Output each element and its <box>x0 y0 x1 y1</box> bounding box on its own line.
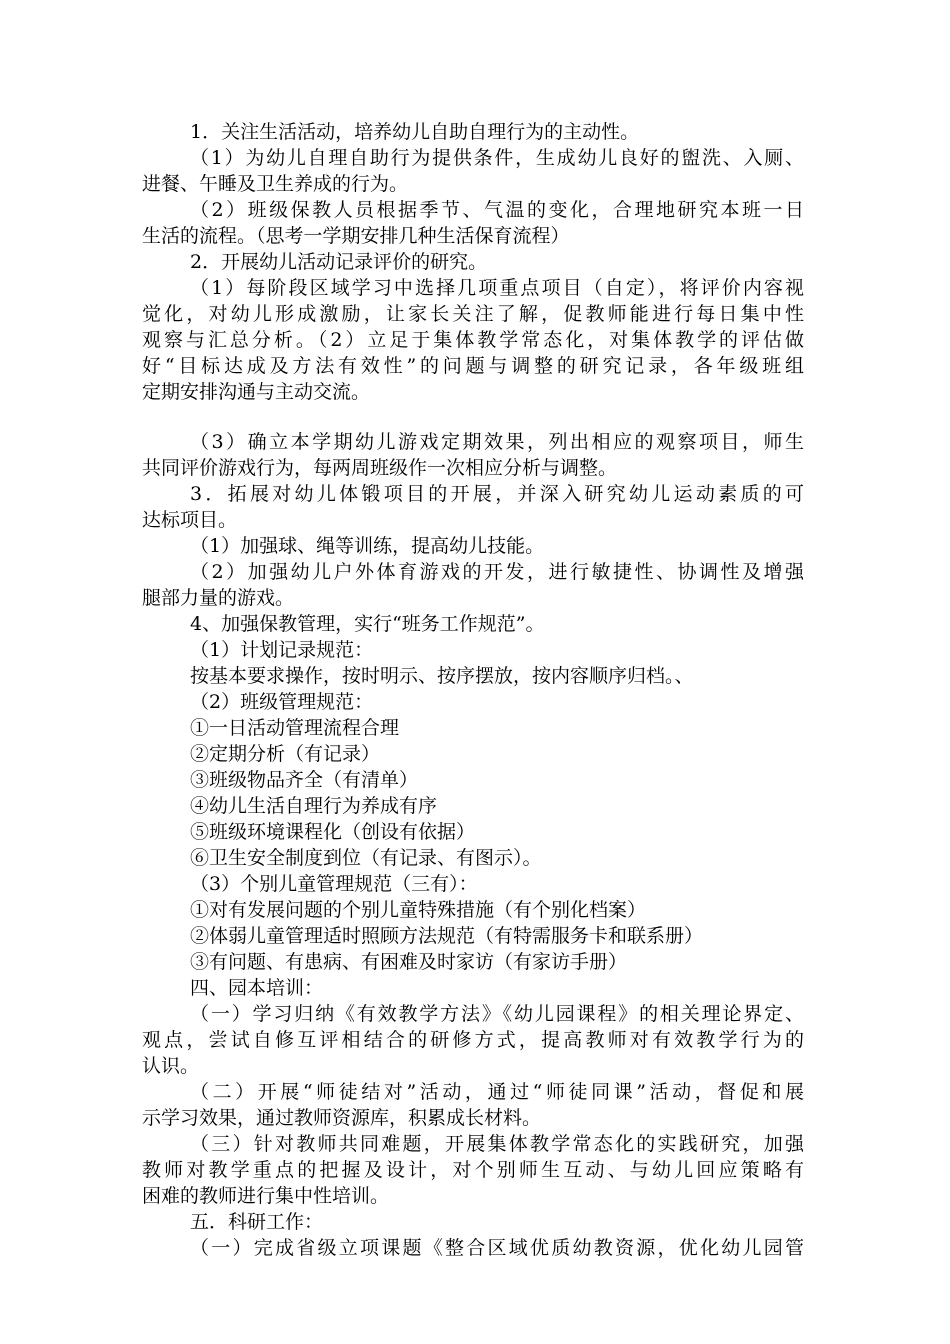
list-item: ⑤班级环境课程化（创设有依据） <box>190 821 476 843</box>
paragraph-line: （3）确立本学期幼儿游戏定期效果，列出相应的观察项目，师生 <box>190 431 804 453</box>
paragraph-line: 定期安排沟通与主动交流。 <box>142 381 371 403</box>
list-item: ②体弱儿童管理适时照顾方法规范（有特需服务卡和联系册） <box>190 925 704 947</box>
paragraph-line: 腿部力量的游戏。 <box>142 587 295 609</box>
paragraph-line: （1）加强球、绳等训练，提高幼儿技能。 <box>190 535 545 557</box>
paragraph-line: （2）班级保教人员根据季节、气温的变化，合理地研究本班一日 <box>190 199 804 221</box>
paragraph-line: 观点，尝试自修互评相结合的研修方式，提高教师对有效教学行为的 <box>142 1029 804 1051</box>
paragraph-line: 观察与汇总分析。（2）立足于集体教学常态化，对集体教学的评估做 <box>142 329 804 351</box>
paragraph-line: （2）加强幼儿户外体育游戏的开发，进行敏捷性、协调性及增强 <box>190 561 804 583</box>
paragraph-line: （二）开展“师徒结对”活动，通过“师徒同课”活动，督促和展 <box>190 1081 804 1103</box>
paragraph-line: 达标项目。 <box>142 509 238 531</box>
list-item: ①对有发展问题的个别儿童特殊措施（有个别化档案） <box>190 899 647 921</box>
list-item: ④幼儿生活自理行为养成有序 <box>190 795 438 817</box>
paragraph-line: （一）学习归纳《有效教学方法》《幼儿园课程》的相关理论界定、 <box>190 1003 804 1025</box>
paragraph-line: 4、加强保教管理，实行“班务工作规范”。 <box>190 613 545 635</box>
section-heading: 四、园本培训： <box>190 977 324 999</box>
paragraph-line: 认识。 <box>142 1055 200 1077</box>
paragraph-line: （3）个别儿童管理规范（三有）： <box>190 873 478 895</box>
paragraph-line: （一）完成省级立项课题《整合区域优质幼教资源，优化幼儿园管 <box>190 1237 804 1259</box>
list-item: ①一日活动管理流程合理 <box>190 717 400 739</box>
paragraph-line: 1．关注生活活动，培养幼儿自助自理行为的主动性。 <box>190 121 640 143</box>
paragraph-line: 进餐、午睡及卫生养成的行为。 <box>142 173 409 195</box>
paragraph-line: （2）班级管理规范： <box>190 691 374 713</box>
paragraph-line: （1）每阶段区域学习中选择几项重点项目（自定），将评价内容视 <box>190 277 804 299</box>
list-item: ②定期分析（有记录） <box>190 743 381 765</box>
paragraph-line: （1）为幼儿自理自助行为提供条件，生成幼儿良好的盥洗、入厕、 <box>190 147 804 169</box>
section-heading: 五．科研工作： <box>190 1211 324 1233</box>
paragraph-line: 困难的教师进行集中性培训。 <box>142 1185 390 1207</box>
paragraph-line: 教师对教学重点的把握及设计，对个别师生互动、与幼儿回应策略有 <box>142 1159 804 1181</box>
paragraph-line: 3．拓展对幼儿体锻项目的开展，并深入研究幼儿运动素质的可 <box>190 483 804 505</box>
paragraph-line: 生活的流程。（思考一学期安排几种生活保育流程） <box>142 225 570 247</box>
paragraph-line: 好“目标达成及方法有效性”的问题与调整的研究记录，各年级班组 <box>142 355 804 377</box>
paragraph-line: 2．开展幼儿活动记录评价的研究。 <box>190 251 488 273</box>
paragraph-line: （三）针对教师共同难题，开展集体教学常态化的实践研究，加强 <box>190 1133 804 1155</box>
paragraph-line: （1）计划记录规范： <box>190 639 374 661</box>
paragraph-line: 示学习效果，通过教师资源库，积累成长材料。 <box>142 1107 542 1129</box>
paragraph-line: 按基本要求操作，按时明示、按序摆放，按内容顺序归档。、 <box>190 665 694 687</box>
paragraph-line: 共同评价游戏行为，每两周班级作一次相应分析与调整。 <box>142 457 618 479</box>
list-item: ③班级物品齐全（有清单） <box>190 769 419 791</box>
list-item: ③有问题、有患病、有困难及时家访（有家访手册） <box>190 951 628 973</box>
list-item: ⑥卫生安全制度到位（有记录、有图示）。 <box>190 847 542 869</box>
paragraph-line: 觉化，对幼儿形成激励，让家长关注了解，促教师能进行每日集中性 <box>142 303 804 325</box>
